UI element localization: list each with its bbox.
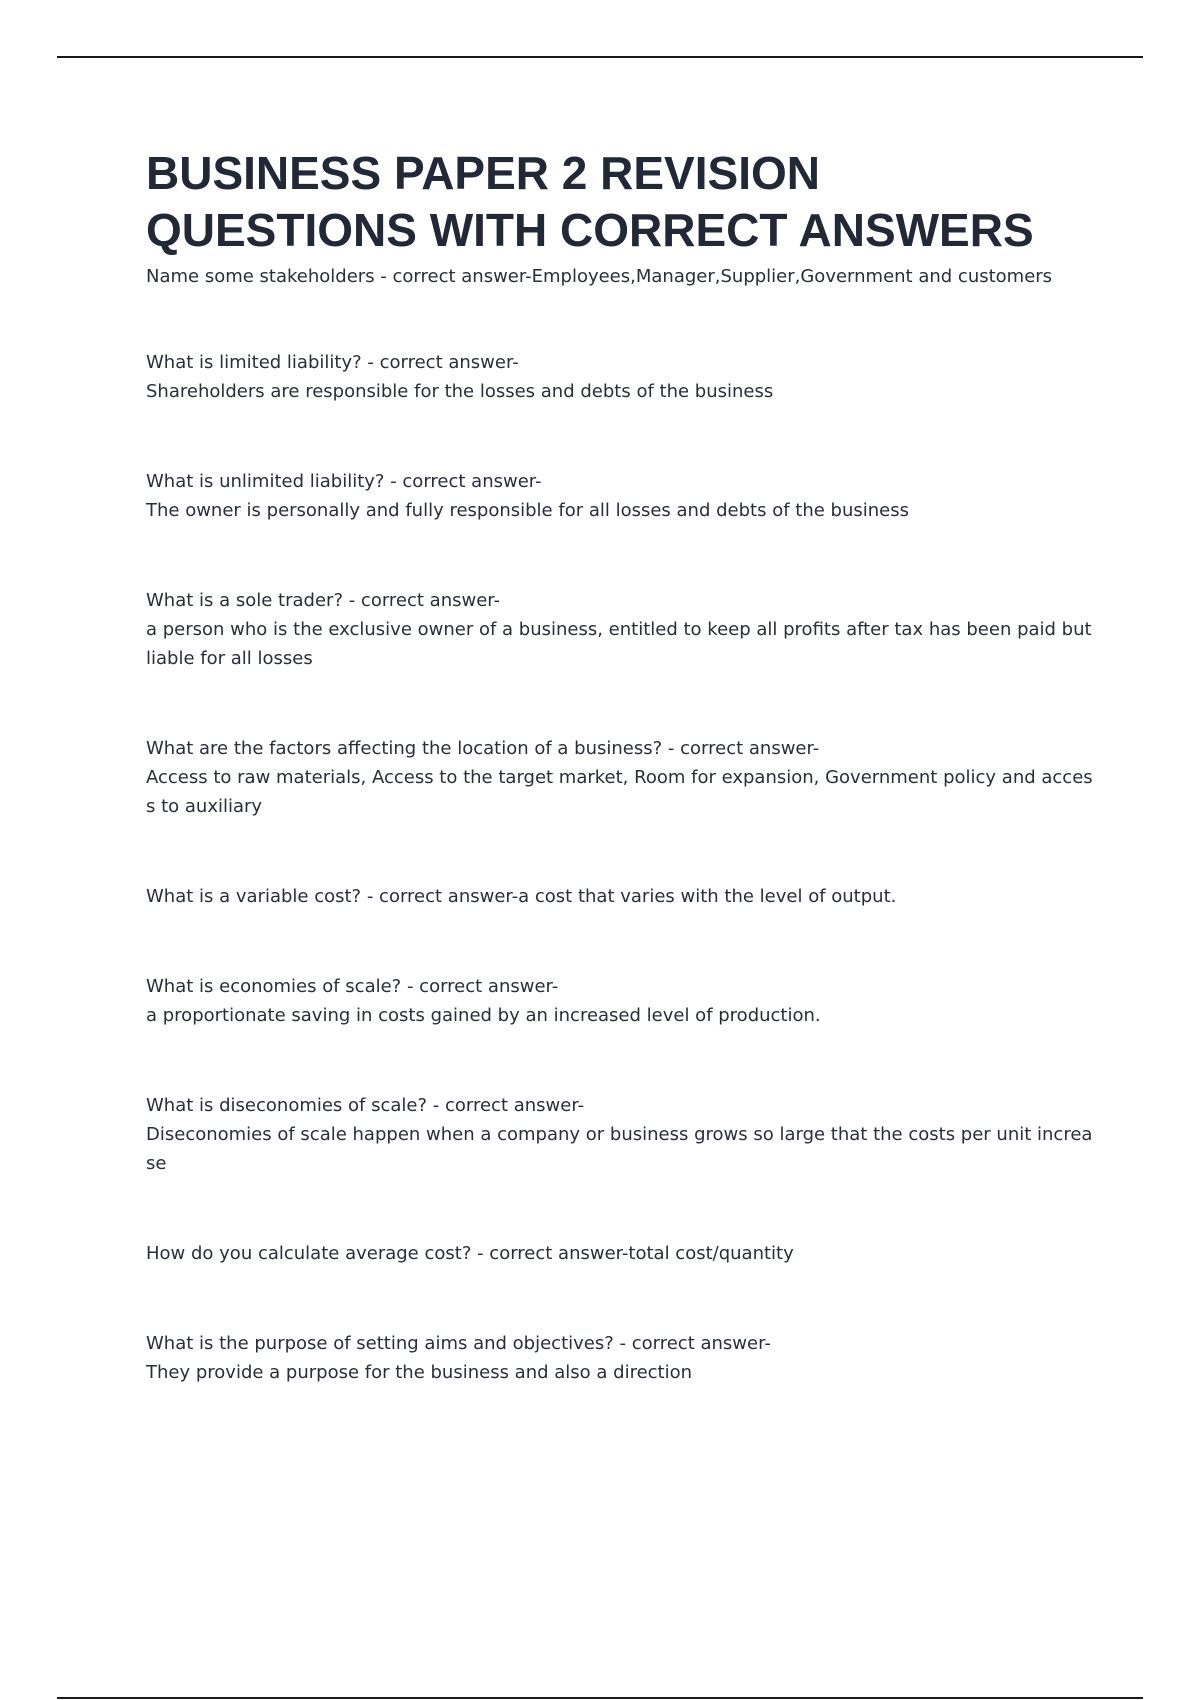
question-text: How do you calculate average cost? - correct answer-total cost/quantity	[146, 1243, 794, 1264]
qa-entry	[146, 348, 1096, 406]
question-text: What is diseconomies of scale? - correct answer-	[146, 1095, 585, 1116]
answer-text: Diseconomies of scale happen when a company or business grows so large that the costs per unit increase	[146, 1124, 1093, 1174]
qa-entry	[146, 734, 1096, 821]
qa-entry	[146, 586, 1096, 673]
answer-text: a proportionate saving in costs gained by an increased level of production.	[146, 1005, 821, 1026]
document-title	[146, 145, 1096, 259]
first-entry: Name some stakeholders - correct answer-Employees,Manager,Supplier,Government and customers	[146, 266, 1053, 287]
question-text: What is a sole trader? - correct answer-	[146, 590, 501, 611]
question-text: What is economies of scale? - correct answer-	[146, 976, 559, 997]
bottom-rule	[57, 1697, 1143, 1699]
qa-entry	[146, 882, 1096, 911]
question-text: What is unlimited liability? - correct answer-	[146, 471, 542, 492]
answer-text: The owner is personally and fully responsible for all losses and debts of the business	[146, 500, 909, 521]
qa-entry	[146, 972, 1096, 1030]
question-text: What is limited liability? - correct answer-	[146, 352, 519, 373]
document-body	[146, 145, 1096, 1448]
title-line-2: QUESTIONS WITH CORRECT ANSWERS	[146, 204, 1034, 256]
title-line-1: BUSINESS PAPER 2 REVISION	[146, 147, 820, 199]
answer-text: Access to raw materials, Access to the target market, Room for expansion, Government policy and access to auxiliary	[146, 767, 1093, 817]
qa-entry	[146, 1239, 1096, 1268]
question-text: What are the factors affecting the location of a business? - correct answer-	[146, 738, 820, 759]
answer-text: They provide a purpose for the business and also a direction	[146, 1362, 693, 1383]
qa-entry	[146, 467, 1096, 525]
question-text: What is the purpose of setting aims and objectives? - correct answer-	[146, 1333, 771, 1354]
answer-text: a person who is the exclusive owner of a business, entitled to keep all profits after tax has been paid but liable for all losses	[146, 619, 1092, 669]
answer-text: Shareholders are responsible for the losses and debts of the business	[146, 381, 774, 402]
question-text: What is a variable cost? - correct answer-a cost that varies with the level of output.	[146, 886, 897, 907]
top-rule	[57, 56, 1143, 58]
qa-entry	[146, 1329, 1096, 1387]
qa-list	[146, 348, 1096, 1387]
qa-entry	[146, 1091, 1096, 1178]
